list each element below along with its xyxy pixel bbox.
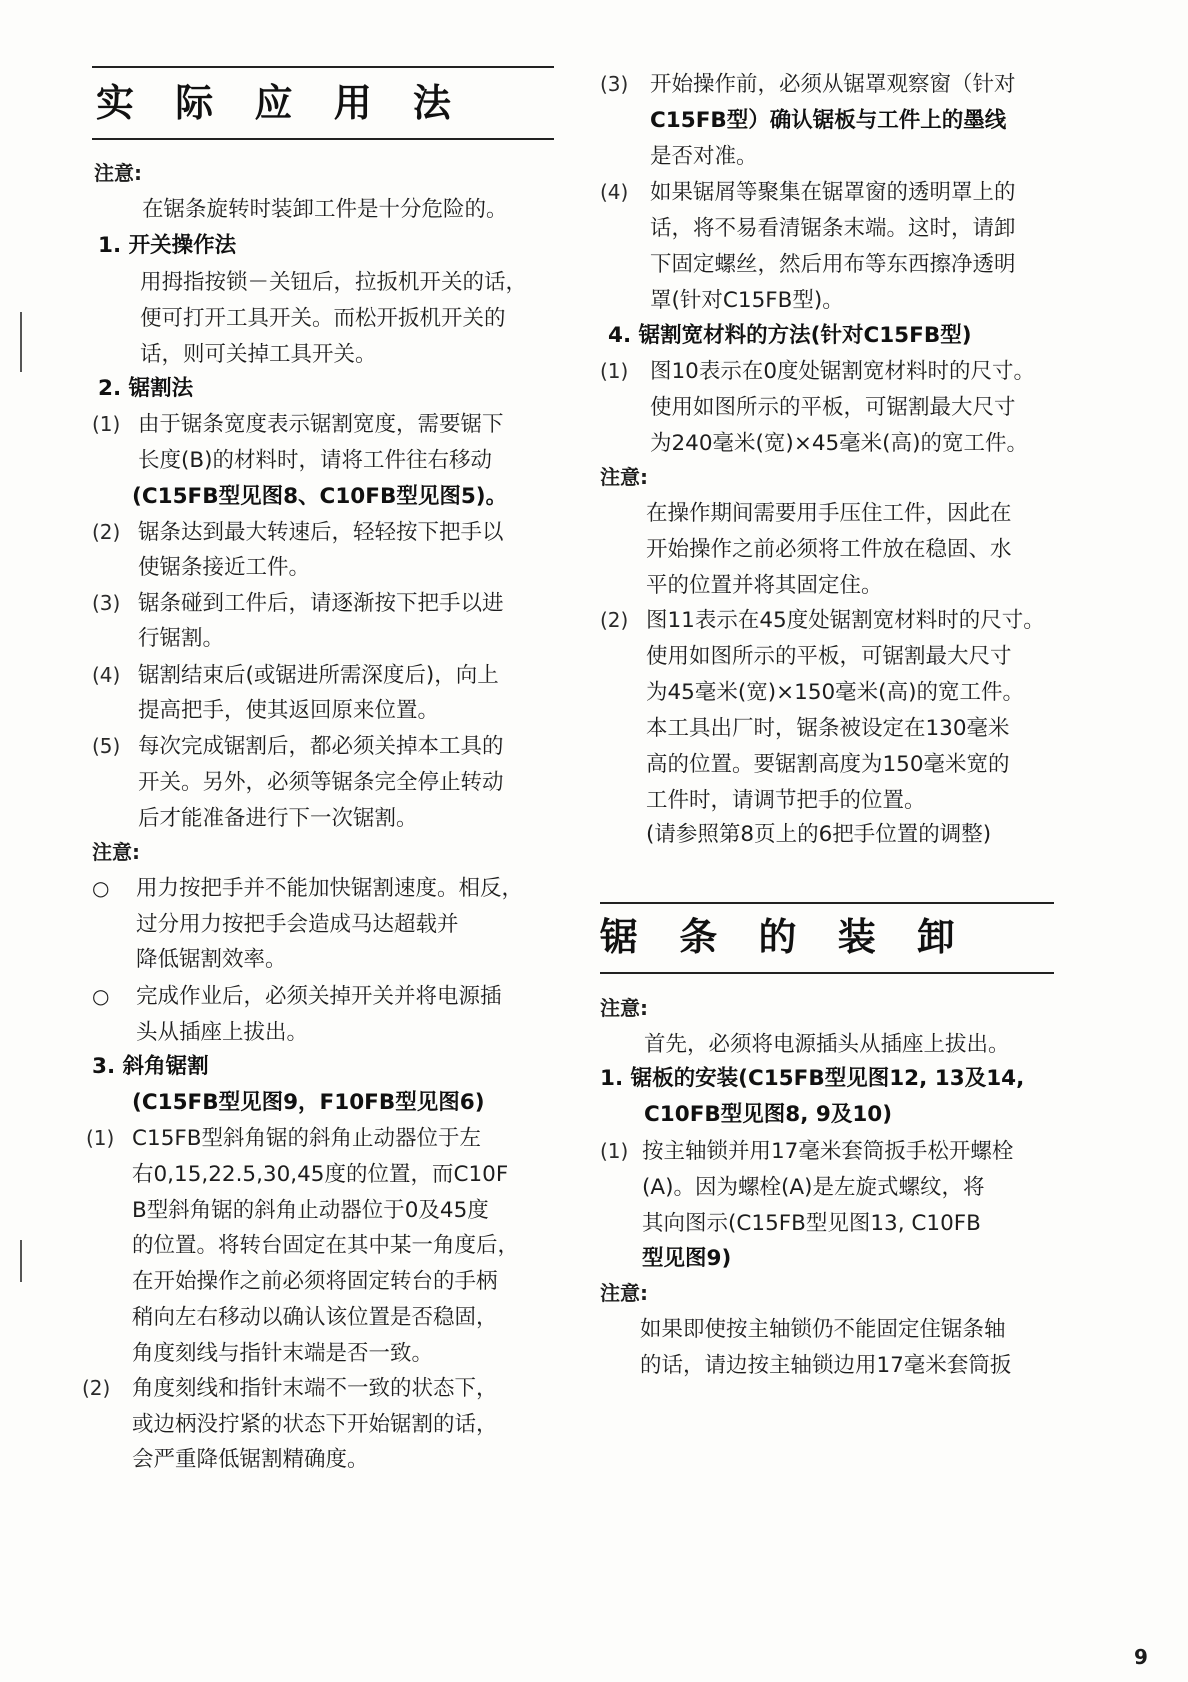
bullet-mark: ○ <box>92 984 110 1008</box>
paragraph-line: 开始操作前，必须从锯罩观察窗（针对 <box>650 72 1016 97</box>
paragraph-line: 如果即使按主轴锁仍不能固定住锯条轴 <box>640 1317 1006 1342</box>
item-number: (3) <box>600 72 629 96</box>
scan-mark <box>20 312 22 372</box>
item-number: (1) <box>600 359 629 383</box>
item-number: (1) <box>86 1126 115 1150</box>
warning-label: 注意: <box>600 996 648 1020</box>
paragraph-line: (请参照第8页上的6把手位置的调整) <box>646 822 992 847</box>
paragraph-line: 会严重降低锯割精确度。 <box>132 1447 369 1472</box>
warning-text: 在锯条旋转时装卸工件是十分危险的。 <box>142 197 508 222</box>
paragraph-line: 用拇指按锁－关钮后，拉扳机开关的话， <box>140 270 528 295</box>
paragraph-line: 用力按把手并不能加快锯割速度。相反， <box>136 876 524 901</box>
item-number: (5) <box>92 734 121 758</box>
item-number: (2) <box>92 520 121 544</box>
warning-label: 注意: <box>600 1281 648 1305</box>
paragraph-line: 或边柄没拧紧的状态下开始锯割的话， <box>132 1412 498 1437</box>
warning-label: 注意: <box>94 161 142 185</box>
paragraph-line: 便可打开工具开关。而松开扳机开关的 <box>140 306 506 331</box>
paragraph-line: (C15FB型见图8、C10FB型见图5)。 <box>132 484 508 509</box>
paragraph-line: 锯条碰到工件后，请逐渐按下把手以进 <box>138 591 504 616</box>
heading-bevel-cut: 3. 斜角锯割 <box>92 1054 209 1079</box>
paragraph-line: 头从插座上拔出。 <box>136 1020 309 1045</box>
item-number: (4) <box>92 663 121 687</box>
paragraph-line: 本工具出厂时，锯条被设定在130毫米 <box>646 716 1010 741</box>
warning-text: 首先，必须将电源插头从插座上拔出。 <box>644 1032 1010 1057</box>
paragraph-line: 为45毫米(宽)×150毫米(高)的宽工件。 <box>646 680 1024 705</box>
paragraph-line: 完成作业后，必须关掉开关并将电源插 <box>136 984 502 1009</box>
paragraph-line: B型斜角锯的斜角止动器位于0及45度 <box>132 1198 489 1223</box>
title-rule-bottom <box>92 138 554 140</box>
paragraph-line: 下固定螺丝，然后用布等东西擦净透明 <box>650 252 1016 277</box>
paragraph-line: 角度刻线和指针末端不一致的状态下， <box>132 1376 498 1401</box>
paragraph-line: 是否对准。 <box>650 144 758 169</box>
scan-mark <box>20 1240 22 1282</box>
paragraph-line: 罩(针对C15FB型)。 <box>650 288 844 313</box>
heading-blade-install: 1. 锯板的安装(C15FB型见图12, 13及14, <box>600 1066 1025 1091</box>
paragraph-line: 按主轴锁并用17毫米套筒扳手松开螺栓 <box>642 1139 1014 1164</box>
page-number: 9 <box>1134 1645 1148 1669</box>
paragraph-line: 降低锯割效率。 <box>136 947 287 972</box>
paragraph-line: 的位置。将转台固定在其中某一角度后， <box>132 1233 520 1258</box>
heading-switch-operation: 1. 开关操作法 <box>98 233 237 258</box>
paragraph-line: 型见图9) <box>642 1246 732 1271</box>
paragraph-line: 过分用力按把手会造成马达超载并 <box>136 912 459 937</box>
paragraph-line: 话，则可关掉工具开关。 <box>140 342 377 367</box>
paragraph-line: 为240毫米(宽)×45毫米(高)的宽工件。 <box>650 431 1028 456</box>
paragraph-line: 长度(B)的材料时，请将工件往右移动 <box>138 448 493 473</box>
paragraph-line: 开关。另外，必须等锯条完全停止转动 <box>138 770 504 795</box>
paragraph-line: 在操作期间需要用手压住工件，因此在 <box>646 501 1012 526</box>
paragraph-line: (A)。因为螺栓(A)是左旋式螺纹，将 <box>642 1175 985 1200</box>
paragraph-line: 话，将不易看清锯条末端。这时，请卸 <box>650 216 1016 241</box>
paragraph-line: 开始操作之前必须将工件放在稳固、水 <box>646 537 1012 562</box>
paragraph-line: 其向图示(C15FB型见图13, C10FB <box>642 1211 981 1236</box>
paragraph-line: 图11表示在45度处锯割宽材料时的尺寸。 <box>646 608 1045 633</box>
item-number: (2) <box>600 608 629 632</box>
item-number: (1) <box>600 1139 629 1163</box>
paragraph-line: C15FB型斜角锯的斜角止动器位于左 <box>132 1126 481 1151</box>
bullet-mark: ○ <box>92 876 110 900</box>
item-number: (1) <box>92 412 121 436</box>
title-rule-top <box>600 902 1054 904</box>
paragraph-line: 图10表示在0度处锯割宽材料时的尺寸。 <box>650 359 1036 384</box>
heading-blade-install-cont: C10FB型见图8, 9及10) <box>644 1102 893 1127</box>
paragraph-line: 锯条达到最大转速后，轻轻按下把手以 <box>138 520 504 545</box>
item-number: (4) <box>600 180 629 204</box>
paragraph-line: 提高把手，使其返回原来位置。 <box>138 698 440 723</box>
heading-wide-material-cut: 4. 锯割宽材料的方法(针对C15FB型) <box>608 323 972 348</box>
paragraph-line: 使用如图所示的平板，可锯割最大尺寸 <box>650 395 1016 420</box>
paragraph-line: C15FB型）确认锯板与工件上的墨线 <box>650 108 1007 133</box>
item-number: (2) <box>82 1376 111 1400</box>
paragraph-line: 由于锯条宽度表示锯割宽度，需要锯下 <box>138 412 504 437</box>
paragraph-line: 使锯条接近工件。 <box>138 555 311 580</box>
section-title-practical-use: 实 际 应 用 法 <box>96 81 465 125</box>
section-title-blade-installation: 锯 条 的 装 卸 <box>600 915 969 959</box>
warning-label: 注意: <box>92 840 140 864</box>
subheading-figure-reference: (C15FB型见图9，F10FB型见图6) <box>132 1090 485 1115</box>
paragraph-line: 锯割结束后(或锯进所需深度后)，向上 <box>138 663 499 688</box>
paragraph-line: 使用如图所示的平板，可锯割最大尺寸 <box>646 644 1012 669</box>
heading-sawing-method: 2. 锯割法 <box>98 376 194 401</box>
item-number: (3) <box>92 591 121 615</box>
warning-label: 注意: <box>600 465 648 489</box>
paragraph-line: 角度刻线与指针末端是否一致。 <box>132 1341 434 1366</box>
paragraph-line: 稍向左右移动以确认该位置是否稳固， <box>132 1305 498 1330</box>
paragraph-line: 每次完成锯割后，都必须关掉本工具的 <box>138 734 504 759</box>
paragraph-line: 高的位置。要锯割高度为150毫米宽的 <box>646 752 1010 777</box>
title-rule-bottom <box>600 972 1054 974</box>
paragraph-line: 平的位置并将其固定住。 <box>646 573 883 598</box>
paragraph-line: 工件时，请调节把手的位置。 <box>646 788 926 813</box>
paragraph-line: 如果锯屑等聚集在锯罩窗的透明罩上的 <box>650 180 1016 205</box>
paragraph-line: 的话，请边按主轴锁边用17毫米套筒扳 <box>640 1353 1012 1378</box>
paragraph-line: 后才能准备进行下一次锯割。 <box>138 806 418 831</box>
title-rule-top <box>92 66 554 68</box>
paragraph-line: 行锯割。 <box>138 626 225 651</box>
paragraph-line: 在开始操作之前必须将固定转台的手柄 <box>132 1269 498 1294</box>
paragraph-line: 右0,15,22.5,30,45度的位置，而C10F <box>132 1162 509 1187</box>
